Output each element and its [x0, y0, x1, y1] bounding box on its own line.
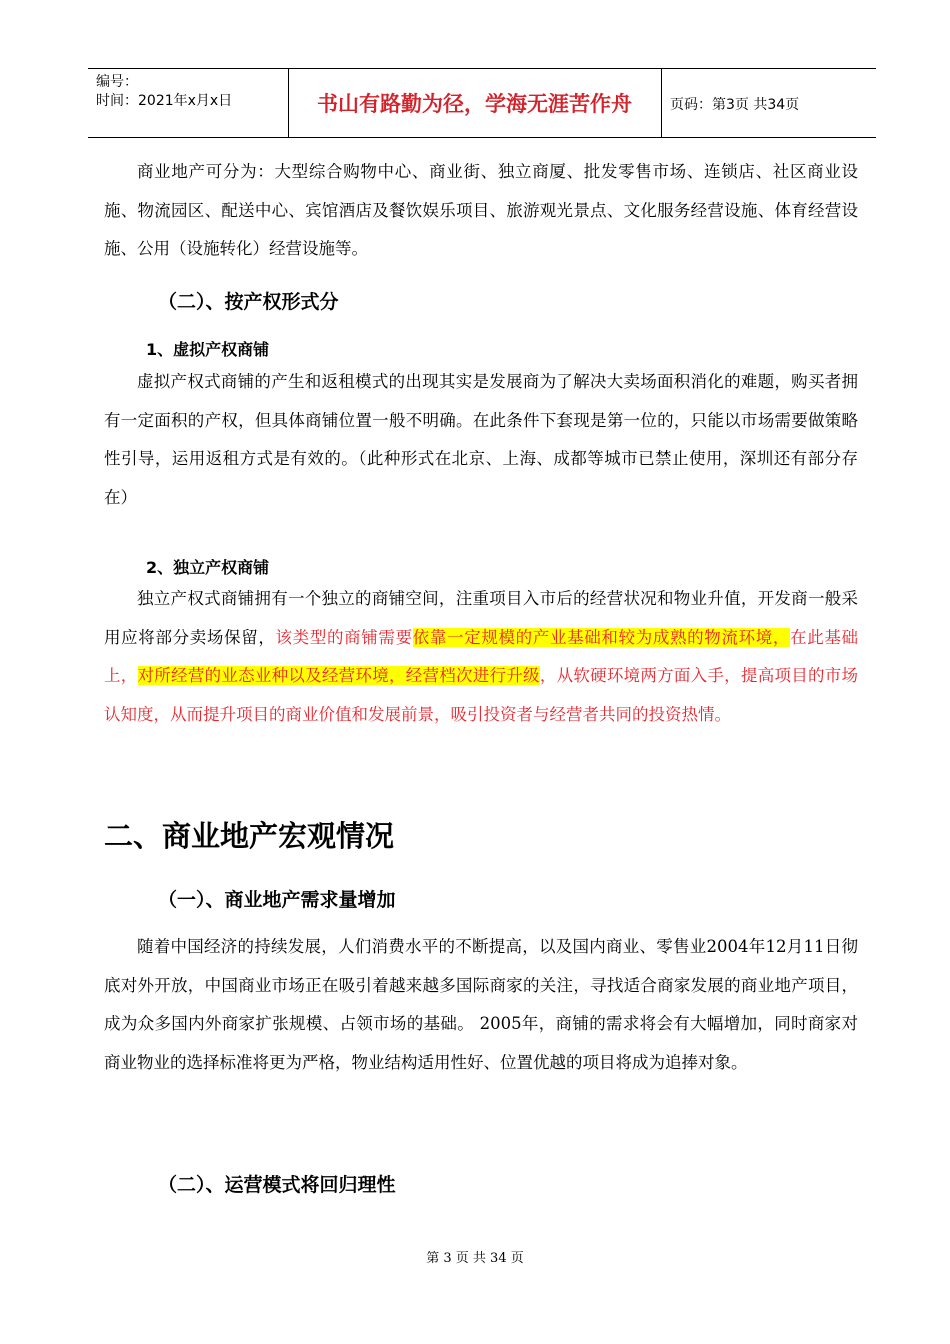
red-text: 该类型的商铺需要: [275, 627, 413, 647]
header-divider: [661, 69, 662, 137]
section-heading-operation-mode: （二）、运营模式将回归理性: [158, 1174, 396, 1196]
virtual-shops-paragraph: 虚拟产权式商铺的产生和返租模式的出现其实是发展商为了解决大卖场面积消化的难题，购买者拥有一定面积的产权，但具体商铺位置一般不明确。在此条件下套现是第一位的，只能以市场需要做策略性引导，运用返租方式是有效的。（此种形式在北京、上海、成都等城市已禁止使用，深圳还有部分存在）: [104, 372, 858, 507]
paragraph-text: 独立产权式商铺拥有一个独立的商铺空间，注重项目入市后的经营状况和物业升值，开发商一般采用应将部分卖场保留，: [104, 589, 858, 647]
page-footer: 第 3 页 共 34 页: [426, 1251, 524, 1266]
red-text: 在此基础上，: [104, 627, 859, 685]
section-heading-property-rights: （二）、按产权形式分: [158, 291, 339, 313]
highlighted-text: 依靠一定规模的产业基础和较为成熟的物流环境，: [412, 627, 791, 647]
header-meta: [96, 73, 232, 111]
subheading-independent-shops: 2、独立产权商铺: [146, 558, 270, 577]
header-page-label: 页码：第3页 共34页: [670, 97, 800, 113]
header-motto: 书山有路勤为径，学海无涯苦作舟: [317, 92, 632, 116]
section-heading-demand: （一）、商业地产需求量增加: [158, 889, 396, 911]
demand-paragraph: 随着中国经济的持续发展，人们消费水平的不断提高，以及国内商业、零售业2004年12月11日彻底对外开放，中国商业市场正在吸引着越来越多国际商家的关注，寻找适合商家发展的商业地产项目，成为众多国内外商家扩张规模、占领市场的基础。 2005年，商铺的需求将会有大幅增加，同时商家对商业物业的选择标准将更为严格，物业结构适用性好、位置优越的项目将成为追捧对象。: [104, 937, 858, 1072]
red-text: ，从软硬环境两方面入手，提高项目的市场认知度，从而提升项目的商业价值和发展前景，吸引投资者与经营者共同的投资热情。: [104, 666, 859, 724]
highlighted-text: 对所经营的业态业种以及经营环境，经营档次进行升级: [137, 666, 540, 685]
page-header: [88, 68, 876, 138]
doc-time-label: 时间：2021年x月x日: [96, 93, 233, 109]
subheading-virtual-shops: 1、虚拟产权商铺: [146, 340, 270, 359]
intro-paragraph: 商业地产可分为：大型综合购物中心、商业街、独立商厦、批发零售市场、连锁店、社区商业设施、物流园区、配送中心、宾馆酒店及餐饮娱乐项目、旅游观光景点、文化服务经营设施、体育经营设施、公用（设施转化）经营设施等。: [104, 162, 858, 258]
chapter-heading-macro: 二、商业地产宏观情况: [104, 819, 395, 853]
doc-number-label: 编号：: [96, 74, 138, 90]
independent-shops-paragraph: [104, 580, 858, 734]
